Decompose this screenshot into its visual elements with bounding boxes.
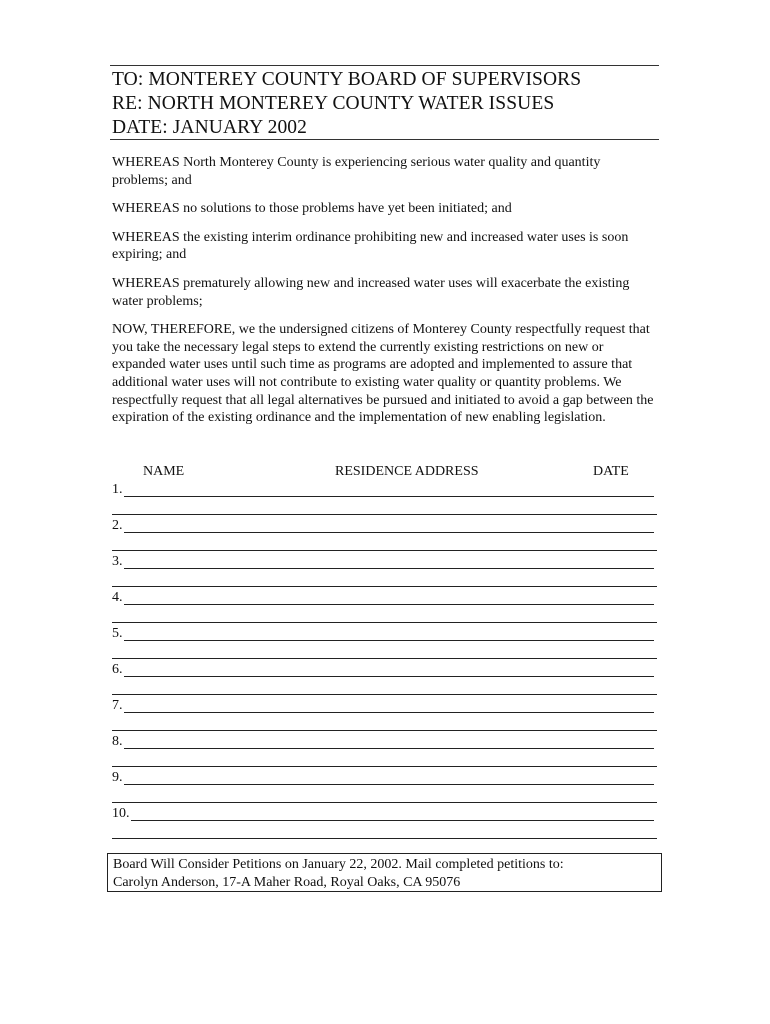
top-rule bbox=[110, 65, 659, 66]
whereas-paragraph-2: WHEREAS no solutions to those problems have yet been initiated; and bbox=[112, 201, 512, 217]
signature-row bbox=[0, 517, 770, 553]
resolution-paragraph: NOW, THEREFORE, we the undersigned citizens of Monterey County respectfully request that you take the necessary legal steps to extend the currently existing restrictions on new or expanded water uses until such time as programs are adopted and implemented to assure that additional water uses will not contribute to existing water quality or quantity problems. We respectfully request that all legal alternatives be pursued and initiated to avoid a gap between the expiration of the existing ordinance and the implementation of new enabling legislation. bbox=[112, 322, 654, 426]
date-column-header: DATE bbox=[593, 464, 629, 479]
re-line: RE: NORTH MONTEREY COUNTY WATER ISSUES bbox=[112, 93, 555, 114]
signature-address-line[interactable] bbox=[112, 658, 657, 659]
signature-row bbox=[0, 589, 770, 625]
signature-row bbox=[0, 805, 770, 841]
mailing-instructions-box bbox=[107, 853, 662, 892]
signature-address-line[interactable] bbox=[112, 514, 657, 515]
signature-row-number: 6. bbox=[112, 662, 123, 677]
signature-address-line[interactable] bbox=[112, 730, 657, 731]
signature-row bbox=[0, 481, 770, 517]
signature-row-number: 5. bbox=[112, 626, 123, 641]
signature-name-line[interactable] bbox=[124, 568, 654, 569]
whereas-paragraph-1: WHEREAS North Monterey County is experiencing serious water quality and quantity problems; and bbox=[112, 155, 601, 188]
signature-name-line[interactable] bbox=[124, 640, 654, 641]
signature-name-line[interactable] bbox=[124, 604, 654, 605]
signature-address-line[interactable] bbox=[112, 622, 657, 623]
signature-name-line[interactable] bbox=[124, 784, 654, 785]
signature-row-number: 7. bbox=[112, 698, 123, 713]
memo-header bbox=[112, 68, 660, 140]
signature-name-line[interactable] bbox=[124, 712, 654, 713]
signature-address-line[interactable] bbox=[112, 802, 657, 803]
signature-row-number: 3. bbox=[112, 554, 123, 569]
signature-row bbox=[0, 733, 770, 769]
signature-row-number: 4. bbox=[112, 590, 123, 605]
signature-row-number: 9. bbox=[112, 770, 123, 785]
mailing-address-line: Carolyn Anderson, 17-A Maher Road, Royal Oaks, CA 95076 bbox=[113, 874, 461, 890]
date-line: DATE: JANUARY 2002 bbox=[112, 117, 308, 138]
petition-body bbox=[112, 154, 658, 438]
signature-row-number: 10. bbox=[112, 806, 130, 821]
header-bottom-rule bbox=[110, 139, 659, 140]
whereas-paragraph-3: WHEREAS the existing interim ordinance prohibiting new and increased water uses is soon expiring; and bbox=[112, 229, 629, 263]
signature-row-number: 2. bbox=[112, 518, 123, 533]
signature-address-line[interactable] bbox=[112, 694, 657, 695]
signature-row bbox=[0, 697, 770, 733]
signature-row-number: 1. bbox=[112, 482, 123, 497]
to-line: TO: MONTEREY COUNTY BOARD OF SUPERVISORS bbox=[112, 69, 582, 90]
signature-row bbox=[0, 769, 770, 805]
signature-name-line[interactable] bbox=[131, 820, 654, 821]
signature-name-line[interactable] bbox=[124, 532, 654, 533]
address-column-header: RESIDENCE ADDRESS bbox=[335, 464, 479, 479]
name-column-header: NAME bbox=[143, 464, 185, 479]
signature-row bbox=[0, 625, 770, 661]
signature-name-line[interactable] bbox=[124, 676, 654, 677]
signature-row-number: 8. bbox=[112, 734, 123, 749]
signature-address-line[interactable] bbox=[112, 550, 657, 551]
signature-name-line[interactable] bbox=[124, 748, 654, 749]
signature-row bbox=[0, 661, 770, 697]
signature-row bbox=[0, 553, 770, 589]
deadline-line: Board Will Consider Petitions on January 22, 2002. Mail completed petitions to: bbox=[113, 857, 564, 872]
signature-address-line[interactable] bbox=[112, 766, 657, 767]
signature-address-line[interactable] bbox=[112, 838, 657, 839]
whereas-paragraph-4: WHEREAS prematurely allowing new and increased water uses will exacerbate the existing water problems; bbox=[112, 275, 630, 309]
signature-name-line[interactable] bbox=[124, 496, 654, 497]
signature-address-line[interactable] bbox=[112, 586, 657, 587]
